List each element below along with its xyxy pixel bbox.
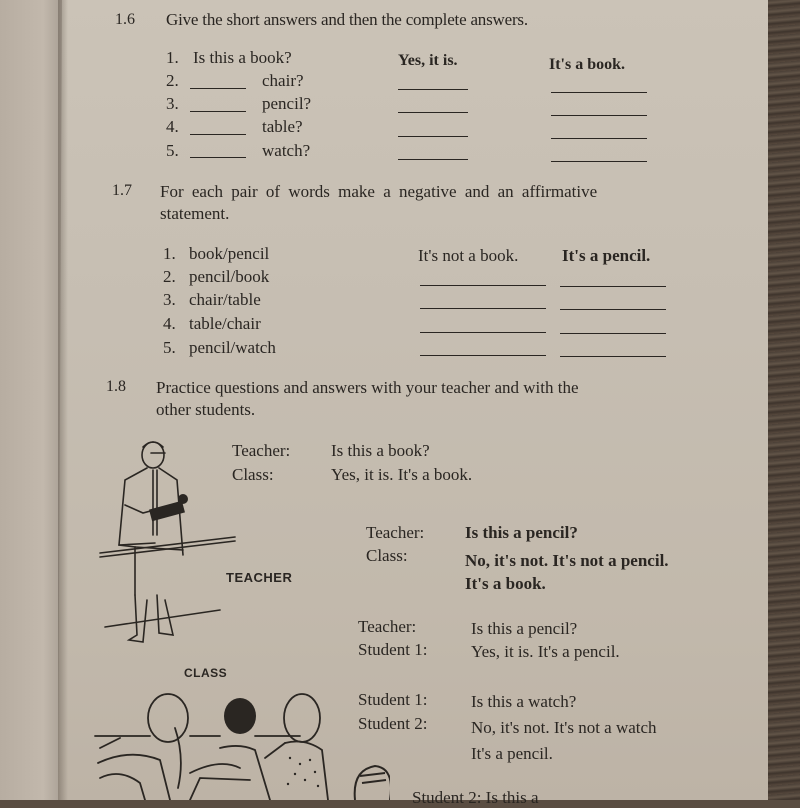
- left-page-edge: [0, 0, 62, 800]
- item-number: 2.: [163, 267, 176, 286]
- answer-blank[interactable]: [190, 134, 246, 135]
- dialogue-speaker: Student 2:: [358, 714, 428, 733]
- dialogue-speaker: Student 1:: [358, 690, 428, 709]
- affirmative-blank[interactable]: [560, 286, 666, 287]
- dialogue-speaker: Class:: [232, 465, 274, 484]
- item-word: watch?: [262, 141, 311, 160]
- dialogue-text: Yes, it is. It's a pencil.: [471, 642, 620, 661]
- short-answer-blank[interactable]: [398, 89, 468, 90]
- negative-blank[interactable]: [420, 285, 546, 286]
- short-answer-blank[interactable]: [398, 159, 468, 160]
- section-number: 1.6: [115, 11, 135, 28]
- item-number: 5.: [163, 338, 176, 357]
- dialogue-speaker: Class:: [366, 546, 408, 565]
- negative-blank[interactable]: [420, 332, 546, 333]
- answer-blank[interactable]: [190, 157, 246, 158]
- section-number: 1.7: [112, 182, 132, 199]
- word-pair: pencil/book: [189, 267, 270, 286]
- item-number: 4.: [166, 117, 179, 136]
- item-number: 5.: [166, 141, 179, 160]
- item-number: 2.: [166, 71, 179, 90]
- teacher-caption: TEACHER: [226, 570, 293, 585]
- complete-answer-blank[interactable]: [551, 92, 647, 93]
- dialogue-text: Is this a pencil?: [471, 619, 578, 638]
- word-pair: table/chair: [189, 314, 261, 333]
- dialogue-text: It's a pencil.: [471, 744, 553, 763]
- section-instruction-line1: Practice questions and answers with your teacher and with the: [156, 378, 579, 397]
- short-answer-blank[interactable]: [398, 136, 468, 137]
- example-negative: It's not a book.: [418, 246, 519, 265]
- negative-blank[interactable]: [420, 308, 546, 309]
- item-number: 1.: [163, 244, 176, 263]
- complete-answer-blank[interactable]: [551, 115, 647, 116]
- affirmative-blank[interactable]: [560, 309, 666, 310]
- dialogue-text: Is this a book?: [331, 441, 430, 460]
- answer-blank[interactable]: [190, 88, 246, 89]
- word-pair: pencil/watch: [189, 338, 276, 357]
- dialogue-speaker: Student 1:: [358, 640, 428, 659]
- short-answer-blank[interactable]: [398, 112, 468, 113]
- section-instruction-line2: other students.: [156, 400, 256, 419]
- affirmative-blank[interactable]: [560, 333, 666, 334]
- dialogue-text: Is this a watch?: [471, 692, 577, 711]
- dialogue-speaker: Teacher:: [358, 617, 417, 636]
- item-number: 4.: [163, 314, 176, 333]
- item-question: Is this a book?: [193, 48, 292, 67]
- dialogue-speaker: Teacher:: [232, 441, 291, 460]
- class-illustration: [90, 688, 390, 800]
- dialogue-speaker: Teacher:: [366, 523, 425, 542]
- cut-off-dialogue: Student 2: Is this a: [412, 788, 539, 807]
- example-short-answer: Yes, it is.: [398, 52, 458, 69]
- item-word: pencil?: [262, 94, 312, 113]
- class-caption: CLASS: [184, 666, 228, 680]
- dialogue-text: Is this a pencil?: [465, 523, 578, 542]
- word-pair: chair/table: [189, 290, 261, 309]
- section-instruction: Give the short answers and then the complete answers.: [166, 10, 528, 29]
- dialogue-text: No, it's not. It's not a watch: [471, 718, 657, 737]
- item-number: 3.: [166, 94, 179, 113]
- item-word: table?: [262, 117, 303, 136]
- wood-table-background: [768, 0, 800, 800]
- negative-blank[interactable]: [420, 355, 546, 356]
- complete-answer-blank[interactable]: [551, 138, 647, 139]
- item-word: chair?: [262, 71, 304, 90]
- complete-answer-blank[interactable]: [551, 161, 647, 162]
- dialogue-text: Yes, it is. It's a book.: [331, 465, 473, 484]
- item-number: 3.: [163, 290, 176, 309]
- section-instruction-line2: statement.: [160, 204, 230, 223]
- affirmative-blank[interactable]: [560, 356, 666, 357]
- example-complete-answer: It's a book.: [549, 56, 626, 73]
- section-instruction-line1: For each pair of words make a negative and an affirmative: [160, 182, 598, 201]
- teacher-illustration: [95, 435, 245, 655]
- dialogue-text: It's a book.: [465, 574, 546, 593]
- section-number: 1.8: [106, 378, 126, 395]
- word-pair: book/pencil: [189, 244, 270, 263]
- item-number: 1.: [166, 48, 179, 67]
- example-affirmative: It's a pencil.: [562, 246, 651, 265]
- spine-shadow: [58, 0, 68, 800]
- dialogue-text: No, it's not. It's not a pencil.: [465, 551, 669, 570]
- answer-blank[interactable]: [190, 111, 246, 112]
